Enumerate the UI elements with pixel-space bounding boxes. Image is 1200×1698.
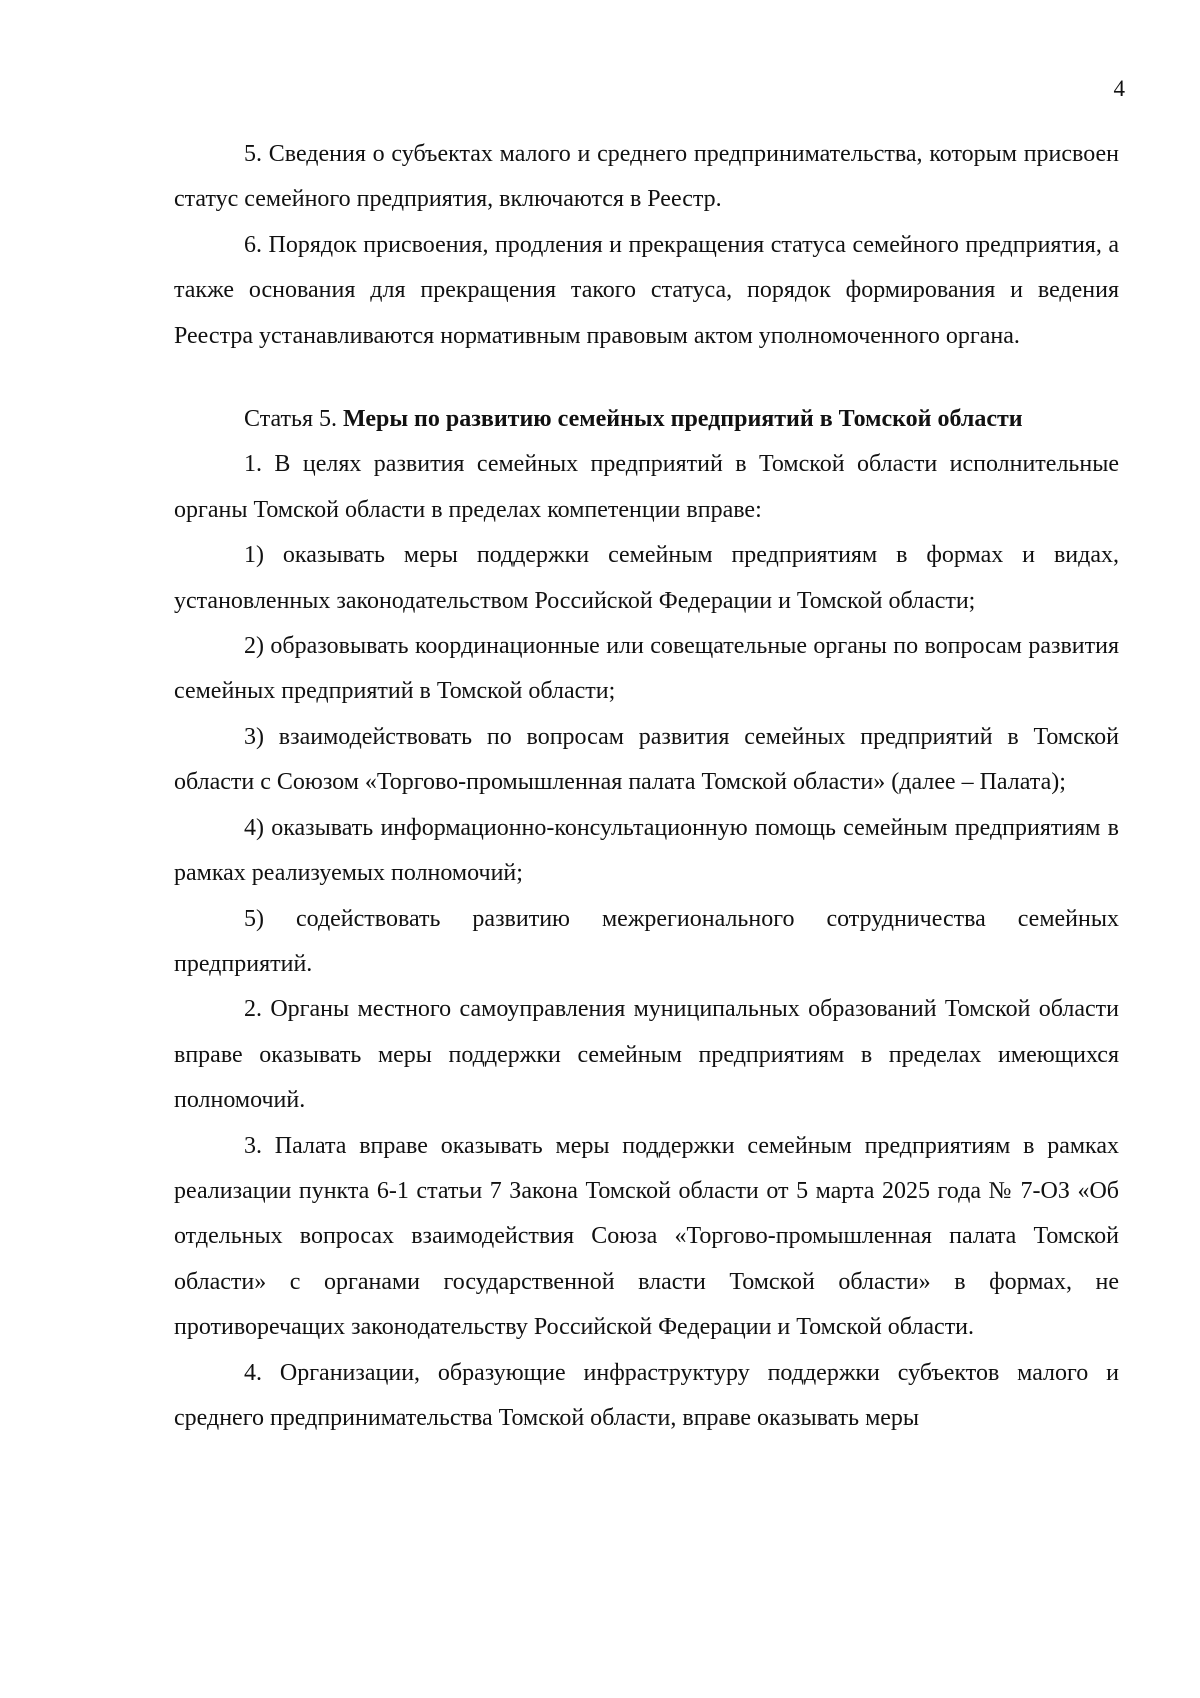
paragraph-6: 6. Порядок присвоения, продления и прекращения статуса семейного предприятия, а также основания для прекращения такого статуса, порядок формирования и ведения Реестра устанавливаются нормативным правовым актом уполномоченного органа. [174, 231, 1119, 349]
article-5-paragraph-2: 2. Органы местного самоуправления муниципальных образований Томской области вправе оказывать меры поддержки семейным предприятиям в пределах имеющихся полномочий. [174, 996, 1119, 1114]
article-prefix: Статья 5. [244, 406, 343, 433]
article-title: Меры по развитию семейных предприятий в Томской области [342, 406, 1023, 433]
article-5-paragraph-4: 4. Организации, образующие инфраструктуру поддержки субъектов малого и среднего предпринимательства Томской области, вправе оказывать меры [174, 1359, 1119, 1431]
document-body [174, 132, 1119, 1441]
article-5-item-5: 5) содействовать развитию межрегионального сотрудничества семейных предприятий. [174, 905, 1119, 977]
article-5-item-2: 2) образовывать координационные или совещательные органы по вопросам развития семейных предприятий в Томской области; [174, 633, 1119, 705]
paragraph-5: 5. Сведения о субъектах малого и среднего предпринимательства, которым присвоен статус семейного предприятия, включаются в Реестр. [174, 141, 1119, 213]
page-number: 4 [1113, 76, 1125, 101]
article-5-paragraph-1: 1. В целях развития семейных предприятий в Томской области исполнительные органы Томской области в пределах компетенции вправе: [174, 451, 1119, 523]
article-5-paragraph-3: 3. Палата вправе оказывать меры поддержки семейным предприятиям в рамках реализации пункта 6-1 статьи 7 Закона Томской области от 5 марта 2025 года № 7-ОЗ «Об отдельных вопросах взаимодействия Союза «Торгово-промышленная палата Томской области» с органами государственной власти Томской области» в формах, не противоречащих законодательству Российской Федерации и Томской области. [174, 1132, 1119, 1341]
article-5-item-4: 4) оказывать информационно-консультационную помощь семейным предприятиям в рамках реализуемых полномочий; [174, 814, 1119, 887]
article-heading [174, 397, 1119, 442]
article-5-item-3: 3) взаимодействовать по вопросам развития семейных предприятий в Томской области с Союзом «Торгово-промышленная палата Томской области» (далее – Палата); [174, 723, 1119, 796]
article-5-item-1: 1) оказывать меры поддержки семейным предприятиям в формах и видах, установленных законодательством Российской Федерации и Томской области; [174, 542, 1119, 614]
